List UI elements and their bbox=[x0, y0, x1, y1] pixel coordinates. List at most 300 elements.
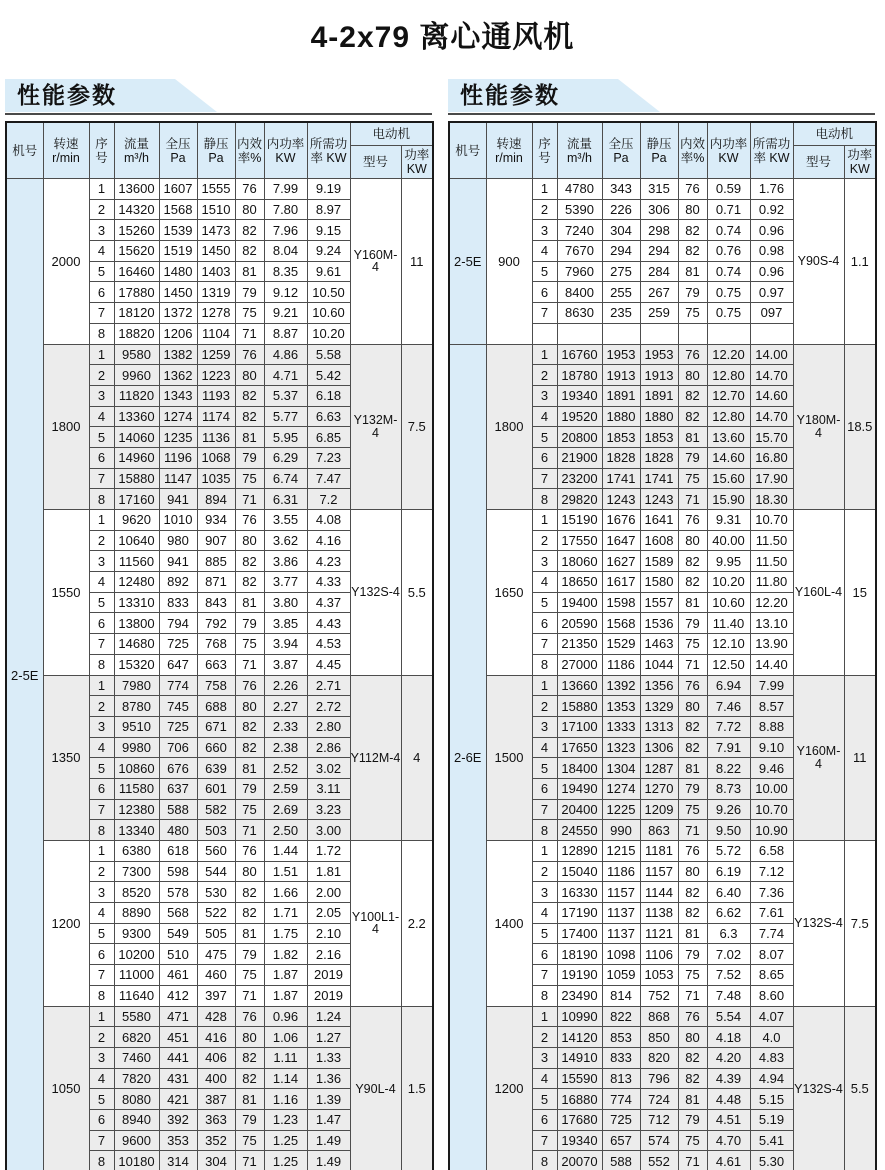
required-power-cell bbox=[750, 323, 793, 344]
internal-power-cell: 2.69 bbox=[264, 799, 307, 820]
index-cell: 3 bbox=[89, 551, 114, 572]
internal-power-cell: 5.77 bbox=[264, 406, 307, 427]
static-pressure-cell: 582 bbox=[197, 799, 235, 820]
index-cell: 2 bbox=[89, 365, 114, 386]
efficiency-cell: 79 bbox=[235, 282, 264, 303]
internal-power-cell: 4.18 bbox=[707, 1027, 750, 1048]
flow-cell: 16460 bbox=[114, 261, 159, 282]
required-power-cell: 3.00 bbox=[307, 820, 350, 841]
total-pressure-cell: 1519 bbox=[159, 241, 197, 262]
required-power-cell: 1.33 bbox=[307, 1047, 350, 1068]
index-cell: 7 bbox=[89, 965, 114, 986]
efficiency-cell: 80 bbox=[678, 696, 707, 717]
total-pressure-cell: 412 bbox=[159, 985, 197, 1006]
flow-cell: 14060 bbox=[114, 427, 159, 448]
total-pressure-cell: 1196 bbox=[159, 447, 197, 468]
header-motor-model: 型号 bbox=[793, 146, 844, 179]
required-power-cell: 4.0 bbox=[750, 1027, 793, 1048]
required-power-cell: 0.98 bbox=[750, 241, 793, 262]
total-pressure-cell: 1382 bbox=[159, 344, 197, 365]
total-pressure-cell: 814 bbox=[602, 985, 640, 1006]
total-pressure-cell: 421 bbox=[159, 1089, 197, 1110]
index-cell: 5 bbox=[89, 758, 114, 779]
efficiency-cell: 81 bbox=[235, 261, 264, 282]
machine-cell: 2-5E bbox=[449, 179, 486, 345]
static-pressure-cell: 428 bbox=[197, 1006, 235, 1027]
internal-power-cell: 13.60 bbox=[707, 427, 750, 448]
performance-table-left bbox=[5, 121, 434, 1170]
total-pressure-cell: 1243 bbox=[602, 489, 640, 510]
total-pressure-cell: 833 bbox=[159, 592, 197, 613]
efficiency-cell: 79 bbox=[678, 447, 707, 468]
table-row bbox=[449, 675, 876, 696]
flow-cell: 11640 bbox=[114, 985, 159, 1006]
index-cell: 5 bbox=[89, 592, 114, 613]
efficiency-cell: 80 bbox=[678, 530, 707, 551]
section-banner bbox=[5, 79, 432, 112]
header-static-pressure: 静压 Pa bbox=[197, 122, 235, 179]
required-power-cell: 5.19 bbox=[750, 1109, 793, 1130]
flow-cell: 17190 bbox=[557, 903, 602, 924]
efficiency-cell: 71 bbox=[235, 820, 264, 841]
efficiency-cell: 82 bbox=[235, 716, 264, 737]
flow-cell: 15190 bbox=[557, 510, 602, 531]
speed-cell: 1800 bbox=[486, 344, 532, 510]
static-pressure-cell: 820 bbox=[640, 1047, 678, 1068]
total-pressure-cell: 275 bbox=[602, 261, 640, 282]
internal-power-cell: 12.80 bbox=[707, 365, 750, 386]
table-row bbox=[449, 510, 876, 531]
required-power-cell: 2.05 bbox=[307, 903, 350, 924]
index-cell: 3 bbox=[532, 385, 557, 406]
total-pressure-cell: 1539 bbox=[159, 220, 197, 241]
internal-power-cell: 6.3 bbox=[707, 923, 750, 944]
speed-cell: 1350 bbox=[43, 675, 89, 841]
flow-cell: 8080 bbox=[114, 1089, 159, 1110]
static-pressure-cell: 400 bbox=[197, 1068, 235, 1089]
static-pressure-cell: 315 bbox=[640, 179, 678, 200]
static-pressure-cell: 259 bbox=[640, 303, 678, 324]
total-pressure-cell: 1235 bbox=[159, 427, 197, 448]
static-pressure-cell: 505 bbox=[197, 923, 235, 944]
index-cell: 2 bbox=[89, 530, 114, 551]
required-power-cell: 2019 bbox=[307, 965, 350, 986]
efficiency-cell: 76 bbox=[678, 179, 707, 200]
total-pressure-cell: 226 bbox=[602, 199, 640, 220]
header-internal-power: 内功率 KW bbox=[707, 122, 750, 179]
flow-cell: 17160 bbox=[114, 489, 159, 510]
required-power-cell: 5.58 bbox=[307, 344, 350, 365]
speed-cell: 1650 bbox=[486, 510, 532, 676]
total-pressure-cell: 1010 bbox=[159, 510, 197, 531]
flow-cell: 20800 bbox=[557, 427, 602, 448]
header-flow: 流量 m³/h bbox=[114, 122, 159, 179]
index-cell: 7 bbox=[532, 799, 557, 820]
static-pressure-cell: 1913 bbox=[640, 365, 678, 386]
header-index: 序 号 bbox=[89, 122, 114, 179]
required-power-cell: 1.27 bbox=[307, 1027, 350, 1048]
internal-power-cell: 7.02 bbox=[707, 944, 750, 965]
motor-model-cell: Y160L-4 bbox=[793, 510, 844, 676]
header-machine: 机号 bbox=[6, 122, 43, 179]
flow-cell: 10180 bbox=[114, 1151, 159, 1170]
flow-cell: 7670 bbox=[557, 241, 602, 262]
internal-power-cell: 9.31 bbox=[707, 510, 750, 531]
flow-cell: 8520 bbox=[114, 882, 159, 903]
internal-power-cell: 8.73 bbox=[707, 778, 750, 799]
required-power-cell: 3.11 bbox=[307, 778, 350, 799]
index-cell: 4 bbox=[89, 1068, 114, 1089]
required-power-cell: 7.12 bbox=[750, 861, 793, 882]
index-cell bbox=[532, 323, 557, 344]
efficiency-cell: 76 bbox=[678, 841, 707, 862]
efficiency-cell: 76 bbox=[235, 841, 264, 862]
header-internal-power: 内功率 KW bbox=[264, 122, 307, 179]
static-pressure-cell: 758 bbox=[197, 675, 235, 696]
internal-power-cell: 5.95 bbox=[264, 427, 307, 448]
efficiency-cell: 71 bbox=[235, 985, 264, 1006]
index-cell: 1 bbox=[532, 1006, 557, 1027]
required-power-cell: 14.40 bbox=[750, 654, 793, 675]
index-cell: 5 bbox=[89, 261, 114, 282]
flow-cell: 11820 bbox=[114, 385, 159, 406]
flow-cell: 18120 bbox=[114, 303, 159, 324]
flow-cell: 7300 bbox=[114, 861, 159, 882]
required-power-cell: 4.07 bbox=[750, 1006, 793, 1027]
efficiency-cell: 71 bbox=[235, 654, 264, 675]
internal-power-cell: 12.70 bbox=[707, 385, 750, 406]
index-cell: 2 bbox=[89, 1027, 114, 1048]
flow-cell: 15590 bbox=[557, 1068, 602, 1089]
efficiency-cell: 82 bbox=[678, 882, 707, 903]
required-power-cell: 16.80 bbox=[750, 447, 793, 468]
internal-power-cell: 1.25 bbox=[264, 1151, 307, 1170]
efficiency-cell: 75 bbox=[678, 303, 707, 324]
total-pressure-cell: 578 bbox=[159, 882, 197, 903]
static-pressure-cell: 1473 bbox=[197, 220, 235, 241]
index-cell: 8 bbox=[89, 323, 114, 344]
static-pressure-cell: 843 bbox=[197, 592, 235, 613]
total-pressure-cell: 1343 bbox=[159, 385, 197, 406]
required-power-cell: 0.96 bbox=[750, 220, 793, 241]
efficiency-cell: 76 bbox=[678, 1006, 707, 1027]
flow-cell: 15040 bbox=[557, 861, 602, 882]
efficiency-cell: 82 bbox=[235, 241, 264, 262]
internal-power-cell: 6.40 bbox=[707, 882, 750, 903]
index-cell: 6 bbox=[89, 447, 114, 468]
index-cell: 5 bbox=[532, 592, 557, 613]
total-pressure-cell: 1137 bbox=[602, 923, 640, 944]
index-cell: 8 bbox=[532, 489, 557, 510]
internal-power-cell bbox=[707, 323, 750, 344]
flow-cell: 6380 bbox=[114, 841, 159, 862]
efficiency-cell: 71 bbox=[678, 654, 707, 675]
flow-cell: 7960 bbox=[557, 261, 602, 282]
efficiency-cell: 81 bbox=[235, 592, 264, 613]
required-power-cell: 7.47 bbox=[307, 468, 350, 489]
total-pressure-cell: 588 bbox=[602, 1151, 640, 1170]
required-power-cell: 1.49 bbox=[307, 1130, 350, 1151]
flow-cell: 9580 bbox=[114, 344, 159, 365]
efficiency-cell: 81 bbox=[235, 758, 264, 779]
internal-power-cell: 1.51 bbox=[264, 861, 307, 882]
internal-power-cell: 1.23 bbox=[264, 1109, 307, 1130]
header-motor-group: 电动机 bbox=[793, 122, 876, 146]
index-cell: 6 bbox=[532, 447, 557, 468]
flow-cell: 8400 bbox=[557, 282, 602, 303]
header-required-power: 所需功 率 KW bbox=[307, 122, 350, 179]
static-pressure-cell: 871 bbox=[197, 572, 235, 593]
required-power-cell: 8.57 bbox=[750, 696, 793, 717]
flow-cell: 11560 bbox=[114, 551, 159, 572]
static-pressure-cell: 1450 bbox=[197, 241, 235, 262]
flow-cell: 12890 bbox=[557, 841, 602, 862]
total-pressure-cell: 1392 bbox=[602, 675, 640, 696]
flow-cell: 5580 bbox=[114, 1006, 159, 1027]
motor-model-cell: Y100L1-4 bbox=[350, 841, 401, 1007]
table-row bbox=[6, 841, 433, 862]
total-pressure-cell: 1353 bbox=[602, 696, 640, 717]
table-row bbox=[6, 179, 433, 200]
internal-power-cell: 4.71 bbox=[264, 365, 307, 386]
speed-cell: 1550 bbox=[43, 510, 89, 676]
header-motor-power: 功率 KW bbox=[844, 146, 876, 179]
static-pressure-cell: 1641 bbox=[640, 510, 678, 531]
efficiency-cell: 82 bbox=[678, 1047, 707, 1068]
index-cell: 1 bbox=[532, 179, 557, 200]
static-pressure-cell: 1313 bbox=[640, 716, 678, 737]
required-power-cell: 2.10 bbox=[307, 923, 350, 944]
index-cell: 7 bbox=[89, 303, 114, 324]
index-cell: 3 bbox=[89, 220, 114, 241]
required-power-cell: 6.58 bbox=[750, 841, 793, 862]
required-power-cell: 2019 bbox=[307, 985, 350, 1006]
internal-power-cell: 3.62 bbox=[264, 530, 307, 551]
efficiency-cell: 75 bbox=[235, 303, 264, 324]
motor-power-cell: 18.5 bbox=[844, 344, 876, 510]
motor-model-cell: Y112M-4 bbox=[350, 675, 401, 841]
internal-power-cell: 1.71 bbox=[264, 903, 307, 924]
efficiency-cell: 76 bbox=[235, 1006, 264, 1027]
required-power-cell: 5.15 bbox=[750, 1089, 793, 1110]
total-pressure-cell: 353 bbox=[159, 1130, 197, 1151]
flow-cell: 8780 bbox=[114, 696, 159, 717]
required-power-cell: 12.20 bbox=[750, 592, 793, 613]
static-pressure-cell: 1510 bbox=[197, 199, 235, 220]
flow-cell: 12480 bbox=[114, 572, 159, 593]
flow-cell: 8940 bbox=[114, 1109, 159, 1130]
index-cell: 3 bbox=[532, 882, 557, 903]
total-pressure-cell: 431 bbox=[159, 1068, 197, 1089]
speed-cell: 900 bbox=[486, 179, 532, 345]
static-pressure-cell: 574 bbox=[640, 1130, 678, 1151]
total-pressure-cell: 1137 bbox=[602, 903, 640, 924]
total-pressure-cell: 1274 bbox=[159, 406, 197, 427]
efficiency-cell: 76 bbox=[678, 675, 707, 696]
flow-cell: 4780 bbox=[557, 179, 602, 200]
index-cell: 6 bbox=[89, 282, 114, 303]
index-cell: 6 bbox=[532, 613, 557, 634]
static-pressure-cell: 1138 bbox=[640, 903, 678, 924]
required-power-cell: 11.50 bbox=[750, 551, 793, 572]
total-pressure-cell: 1617 bbox=[602, 572, 640, 593]
total-pressure-cell: 1186 bbox=[602, 861, 640, 882]
static-pressure-cell: 1053 bbox=[640, 965, 678, 986]
flow-cell: 24550 bbox=[557, 820, 602, 841]
static-pressure-cell: 1193 bbox=[197, 385, 235, 406]
internal-power-cell: 7.80 bbox=[264, 199, 307, 220]
flow-cell: 16880 bbox=[557, 1089, 602, 1110]
total-pressure-cell: 441 bbox=[159, 1047, 197, 1068]
internal-power-cell: 12.50 bbox=[707, 654, 750, 675]
static-pressure-cell: 863 bbox=[640, 820, 678, 841]
flow-cell: 19490 bbox=[557, 778, 602, 799]
index-cell: 5 bbox=[532, 1089, 557, 1110]
flow-cell: 14910 bbox=[557, 1047, 602, 1068]
total-pressure-cell: 1450 bbox=[159, 282, 197, 303]
static-pressure-cell: 712 bbox=[640, 1109, 678, 1130]
header-efficiency: 内效 率% bbox=[235, 122, 264, 179]
index-cell: 4 bbox=[532, 241, 557, 262]
total-pressure-cell: 725 bbox=[159, 634, 197, 655]
efficiency-cell: 76 bbox=[235, 344, 264, 365]
efficiency-cell: 76 bbox=[235, 179, 264, 200]
flow-cell: 9980 bbox=[114, 737, 159, 758]
banner-rule bbox=[448, 113, 875, 115]
required-power-cell: 9.24 bbox=[307, 241, 350, 262]
header-efficiency: 内效 率% bbox=[678, 122, 707, 179]
required-power-cell: 3.23 bbox=[307, 799, 350, 820]
efficiency-cell: 76 bbox=[678, 510, 707, 531]
total-pressure-cell: 637 bbox=[159, 778, 197, 799]
table-row bbox=[6, 1006, 433, 1027]
required-power-cell: 1.81 bbox=[307, 861, 350, 882]
index-cell: 8 bbox=[532, 654, 557, 675]
table-row bbox=[449, 841, 876, 862]
index-cell: 6 bbox=[89, 613, 114, 634]
flow-cell: 9300 bbox=[114, 923, 159, 944]
flow-cell: 7980 bbox=[114, 675, 159, 696]
efficiency-cell: 71 bbox=[678, 985, 707, 1006]
static-pressure-cell: 1853 bbox=[640, 427, 678, 448]
efficiency-cell: 81 bbox=[678, 1089, 707, 1110]
efficiency-cell: 82 bbox=[235, 903, 264, 924]
table-row bbox=[449, 344, 876, 365]
section-banner bbox=[448, 79, 875, 112]
internal-power-cell: 7.72 bbox=[707, 716, 750, 737]
index-cell: 5 bbox=[532, 758, 557, 779]
static-pressure-cell: 1044 bbox=[640, 654, 678, 675]
total-pressure-cell: 1880 bbox=[602, 406, 640, 427]
total-pressure-cell: 549 bbox=[159, 923, 197, 944]
index-cell: 3 bbox=[532, 1047, 557, 1068]
total-pressure-cell: 706 bbox=[159, 737, 197, 758]
static-pressure-cell: 1270 bbox=[640, 778, 678, 799]
flow-cell: 21900 bbox=[557, 447, 602, 468]
index-cell: 6 bbox=[89, 1109, 114, 1130]
flow-cell: 14960 bbox=[114, 447, 159, 468]
motor-model-cell: Y90L-4 bbox=[350, 1006, 401, 1170]
required-power-cell: 1.36 bbox=[307, 1068, 350, 1089]
required-power-cell: 4.94 bbox=[750, 1068, 793, 1089]
static-pressure-cell: 1356 bbox=[640, 675, 678, 696]
internal-power-cell: 1.66 bbox=[264, 882, 307, 903]
index-cell: 8 bbox=[89, 820, 114, 841]
efficiency-cell: 82 bbox=[235, 572, 264, 593]
required-power-cell: 10.60 bbox=[307, 303, 350, 324]
efficiency-cell: 82 bbox=[235, 551, 264, 572]
static-pressure-cell: 363 bbox=[197, 1109, 235, 1130]
efficiency-cell: 82 bbox=[235, 1047, 264, 1068]
static-pressure-cell: 1580 bbox=[640, 572, 678, 593]
efficiency-cell: 75 bbox=[235, 634, 264, 655]
internal-power-cell: 10.60 bbox=[707, 592, 750, 613]
static-pressure-cell: 552 bbox=[640, 1151, 678, 1170]
efficiency-cell: 80 bbox=[235, 861, 264, 882]
static-pressure-cell: 1828 bbox=[640, 447, 678, 468]
efficiency-cell: 81 bbox=[235, 427, 264, 448]
flow-cell: 10640 bbox=[114, 530, 159, 551]
efficiency-cell: 82 bbox=[678, 406, 707, 427]
index-cell: 1 bbox=[532, 841, 557, 862]
flow-cell: 18820 bbox=[114, 323, 159, 344]
internal-power-cell: 4.51 bbox=[707, 1109, 750, 1130]
performance-section-right bbox=[448, 79, 875, 1170]
total-pressure-cell: 774 bbox=[159, 675, 197, 696]
required-power-cell: 9.61 bbox=[307, 261, 350, 282]
index-cell: 8 bbox=[89, 1151, 114, 1170]
required-power-cell: 7.36 bbox=[750, 882, 793, 903]
required-power-cell: 2.80 bbox=[307, 716, 350, 737]
motor-power-cell: 5.5 bbox=[401, 510, 433, 676]
internal-power-cell: 9.26 bbox=[707, 799, 750, 820]
flow-cell: 15880 bbox=[557, 696, 602, 717]
header-machine: 机号 bbox=[449, 122, 486, 179]
internal-power-cell: 7.91 bbox=[707, 737, 750, 758]
static-pressure-cell: 306 bbox=[640, 199, 678, 220]
efficiency-cell: 79 bbox=[678, 613, 707, 634]
static-pressure-cell: 1319 bbox=[197, 282, 235, 303]
flow-cell: 19520 bbox=[557, 406, 602, 427]
total-pressure-cell: 461 bbox=[159, 965, 197, 986]
motor-model-cell: Y132S-4 bbox=[793, 1006, 844, 1170]
static-pressure-cell: 868 bbox=[640, 1006, 678, 1027]
total-pressure-cell: 304 bbox=[602, 220, 640, 241]
flow-cell: 9510 bbox=[114, 716, 159, 737]
flow-cell: 8890 bbox=[114, 903, 159, 924]
required-power-cell: 10.90 bbox=[750, 820, 793, 841]
flow-cell: 13310 bbox=[114, 592, 159, 613]
efficiency-cell: 71 bbox=[235, 323, 264, 344]
internal-power-cell: 14.60 bbox=[707, 447, 750, 468]
internal-power-cell: 6.62 bbox=[707, 903, 750, 924]
speed-cell: 2000 bbox=[43, 179, 89, 345]
flow-cell: 7460 bbox=[114, 1047, 159, 1068]
index-cell: 2 bbox=[532, 530, 557, 551]
index-cell: 3 bbox=[89, 1047, 114, 1068]
required-power-cell: 4.08 bbox=[307, 510, 350, 531]
total-pressure-cell: 618 bbox=[159, 841, 197, 862]
total-pressure-cell: 1157 bbox=[602, 882, 640, 903]
efficiency-cell: 79 bbox=[678, 1109, 707, 1130]
total-pressure-cell: 853 bbox=[602, 1027, 640, 1048]
efficiency-cell: 82 bbox=[235, 385, 264, 406]
flow-cell: 12380 bbox=[114, 799, 159, 820]
flow-cell: 8630 bbox=[557, 303, 602, 324]
static-pressure-cell: 1209 bbox=[640, 799, 678, 820]
index-cell: 4 bbox=[532, 1068, 557, 1089]
efficiency-cell: 79 bbox=[678, 944, 707, 965]
